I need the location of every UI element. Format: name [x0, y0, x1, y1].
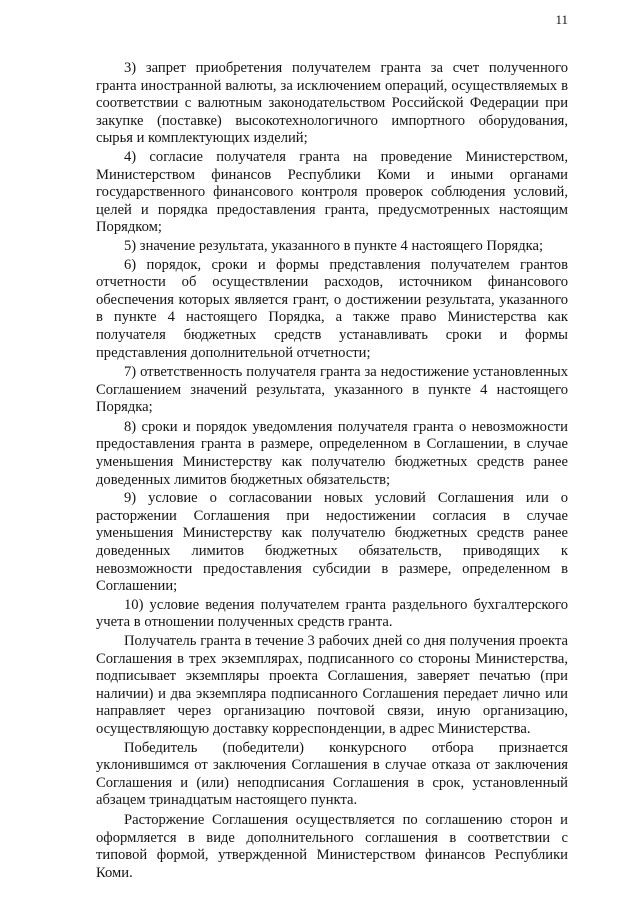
paragraph-winner-evasion: Победитель (победители) конкурсного отбора признается уклонившимся от заключения Соглашения в случае отказа от заключения Соглашения и (или) неподписания Соглашения в срок, установленный абзацем тринадцатым настоящего пункта. — [96, 739, 568, 809]
paragraph-item-8: 8) сроки и порядок уведомления получателя гранта о невозможности предоставления гранта в размере, определенном в Соглашении, в случае уменьшения Министерству как получателю бюджетных средств ранее доведенных лимитов бюджетных обязательств; — [96, 418, 568, 488]
paragraph-item-10: 10) условие ведения получателем гранта раздельного бухгалтерского учета в отношении полученных средств гранта. — [96, 596, 568, 631]
paragraph-item-4: 4) согласие получателя гранта на проведение Министерством, Министерством финансов Республики Коми и иными органами государственного финансового контроля проверок соблюдения условий, целей и порядка предоставления гранта, предусмотренных настоящим Порядком; — [96, 148, 568, 236]
document-body — [96, 60, 568, 883]
paragraph-item-3: 3) запрет приобретения получателем гранта за счет полученного гранта иностранной валюты, за исключением операций, осуществляемых в соответствии с валютным законодательством Российской Федерации при закупке (поставке) высокотехнологичного импортного оборудования, сырья и комплектующих изделий; — [96, 60, 568, 147]
paragraph-item-6: 6) порядок, сроки и формы представления получателем грантов отчетности об осуществлении расходов, источником финансового обеспечения которых является грант, о достижении результата, указанного в пункте 4 настоящего Порядка, а также право Министерства как получателя бюджетных средств устанавливать сроки и формы представления дополнительной отчетности; — [96, 256, 568, 361]
paragraph-item-5: 5) значение результата, указанного в пункте 4 настоящего Порядка; — [124, 237, 544, 254]
page-number: 11 — [555, 12, 568, 27]
paragraph-agreement-signing: Получатель гранта в течение 3 рабочих дней со дня получения проекта Соглашения в трех экземплярах, подписанного со стороны Министерства, подписывает экземпляры проекта Соглашения, заверяет печатью (при наличии) и два экземпляра подписанного Соглашения передает лично или направляет через организацию почтовой связи, иную организацию, осуществляющую доставку корреспонденции, в адрес Министерства. — [96, 633, 568, 737]
paragraph-item-9: 9) условие о согласовании новых условий Соглашения или о расторжении Соглашения при недостижении согласия в случае уменьшения Министерству как получателю бюджетных средств ранее доведенных лимитов бюджетных обязательств, приводящих к невозможности предоставления субсидии в размере, определенном в Соглашении; — [96, 490, 568, 595]
paragraph-agreement-termination: Расторжение Соглашения осуществляется по соглашению сторон и оформляется в виде дополнительного соглашения в соответствии с типовой формой, утвержденной Министерством финансов Республики Коми. — [96, 811, 568, 881]
paragraph-item-7: 7) ответственность получателя гранта за недостижение установленных Соглашением значений результата, указанного в пункте 4 настоящего Порядка; — [96, 364, 568, 416]
